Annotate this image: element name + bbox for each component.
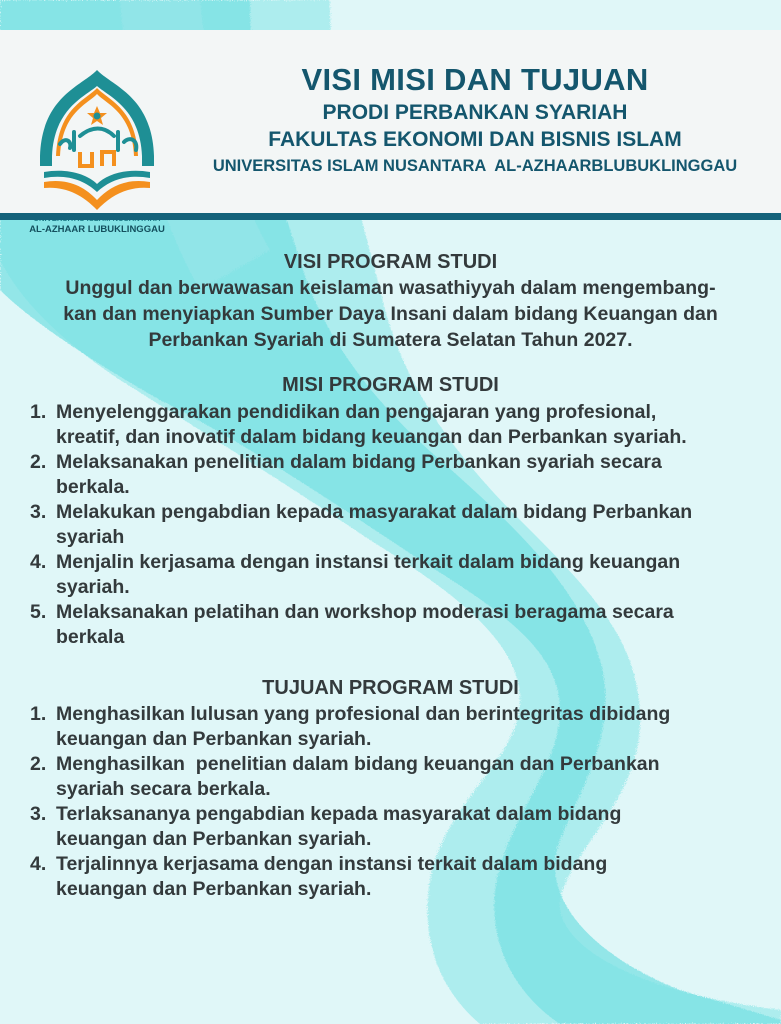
- misi-list: [30, 400, 765, 650]
- item-text: Melaksanakan penelitian dalam bidang Perbankan syariah secara: [56, 451, 662, 473]
- item-number: 4.: [30, 551, 47, 573]
- misi-item: [30, 550, 765, 600]
- item-number: 3.: [30, 803, 47, 825]
- university-logo: [22, 66, 172, 236]
- visi-line: Unggul dan berwawasan keislaman wasathiyyah dalam mengembang-: [65, 277, 716, 299]
- tujuan-item: [30, 702, 765, 752]
- item-text: Menghasilkan penelitian dalam bidang keuangan dan Perbankan: [56, 753, 660, 775]
- university-name: UNIVERSITAS ISLAM NUSANTARA AL-AZHAARBLUBUKLINGGAU: [212, 157, 738, 175]
- item-text: Menjalin kerjasama dengan instansi terkait dalam bidang keuangan: [56, 551, 681, 573]
- tujuan-title: TUJUAN PROGRAM STUDI: [262, 677, 519, 699]
- tujuan-item: [30, 802, 765, 852]
- item-text: Melaksanakan pelatihan dan workshop moderasi beragama secara: [56, 601, 674, 623]
- item-text: berkala: [56, 626, 125, 648]
- item-text: syariah.: [56, 576, 130, 598]
- item-text: syariah secara berkala.: [56, 778, 271, 800]
- misi-title: MISI PROGRAM STUDI: [282, 374, 499, 396]
- visi-text: [20, 275, 761, 353]
- header-divider: [0, 213, 781, 220]
- item-number: 2.: [30, 451, 47, 473]
- visi-line: kan dan menyiapkan Sumber Daya Insani dalam bidang Keuangan dan: [63, 303, 718, 325]
- logo-caption-campus: AL-AZHAAR LUBUKLINGGAU: [29, 224, 165, 235]
- item-number: 3.: [30, 501, 47, 523]
- item-number: 1.: [30, 703, 47, 725]
- misi-item: [30, 400, 765, 450]
- misi-item: [30, 450, 765, 500]
- program-name: PRODI PERBANKAN SYARIAH: [322, 101, 628, 124]
- tujuan-item: [30, 752, 765, 802]
- item-number: 1.: [30, 401, 47, 423]
- tujuan-item: [30, 852, 765, 902]
- page-title: VISI MISI DAN TUJUAN: [301, 62, 649, 97]
- item-text: Melakukan pengabdian kepada masyarakat dalam bidang Perbankan: [56, 501, 693, 523]
- item-text: syariah: [56, 526, 125, 548]
- item-number: 4.: [30, 853, 47, 875]
- item-text: berkala.: [56, 476, 130, 498]
- university-logo-icon: [22, 66, 172, 216]
- item-number: 5.: [30, 601, 47, 623]
- visi-title: VISI PROGRAM STUDI: [283, 251, 498, 273]
- item-text: Terlaksananya pengabdian kepada masyarakat dalam bidang: [56, 803, 622, 825]
- item-text: Menghasilkan lulusan yang profesional dan berintegritas dibidang: [56, 703, 671, 725]
- item-text: keuangan dan Perbankan syariah.: [56, 728, 372, 750]
- tujuan-list: [30, 702, 765, 902]
- faculty-name: FAKULTAS EKONOMI DAN BISNIS ISLAM: [268, 128, 682, 151]
- item-text: keuangan dan Perbankan syariah.: [56, 878, 372, 900]
- item-text: kreatif, dan inovatif dalam bidang keuangan dan Perbankan syariah.: [56, 426, 687, 448]
- header-banner: [0, 30, 781, 235]
- item-text: Terjalinnya kerjasama dengan instansi terkait dalam bidang: [56, 853, 608, 875]
- item-text: Menyelenggarakan pendidikan dan pengajaran yang profesional,: [56, 401, 657, 423]
- visi-line: Perbankan Syariah di Sumatera Selatan Tahun 2027.: [148, 329, 633, 351]
- item-number: 2.: [30, 753, 47, 775]
- item-text: keuangan dan Perbankan syariah.: [56, 828, 372, 850]
- misi-item: [30, 500, 765, 550]
- misi-item: [30, 600, 765, 650]
